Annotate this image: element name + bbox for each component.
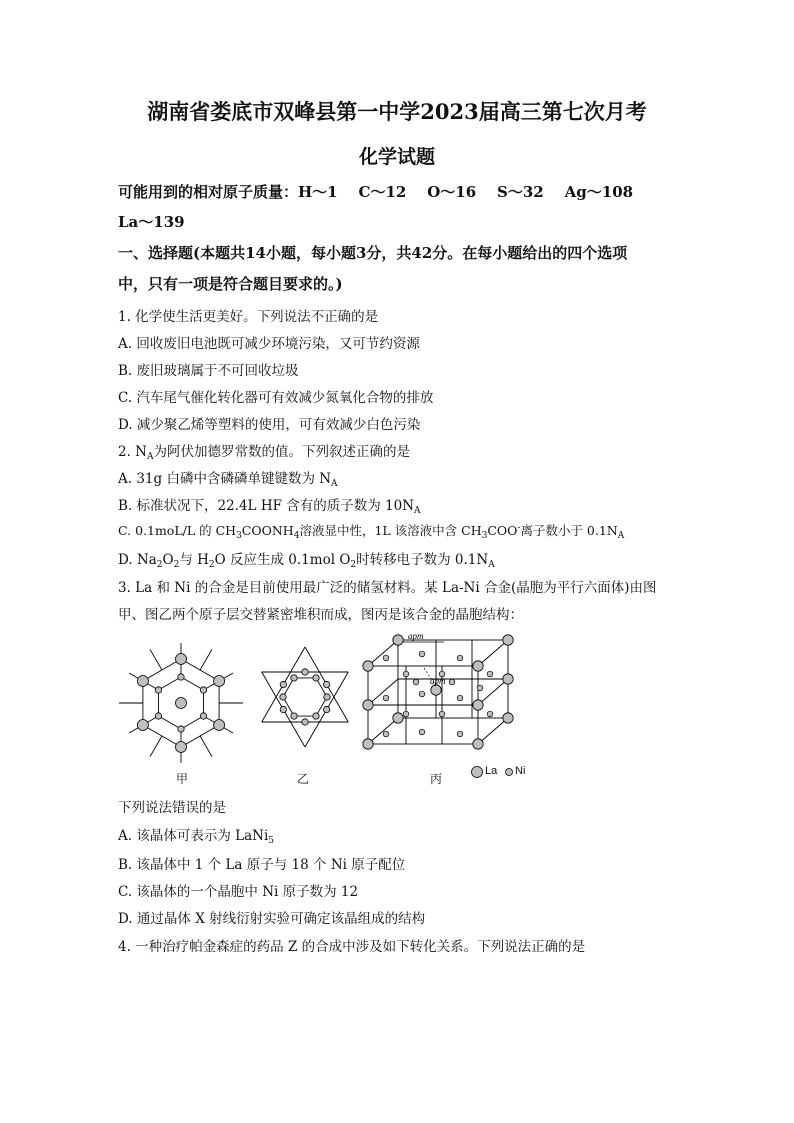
q1-option-c: C. 汽车尾气催化转化器可有效减少氮氧化合物的排放 <box>118 390 434 406</box>
page-title: 湖南省娄底市双峰县第一中学2023届高三第七次月考 <box>147 99 647 124</box>
legend-ni-label: Ni <box>515 765 526 777</box>
figure-jia <box>118 640 244 766</box>
q3-option-c: C. 该晶体的一个晶胞中 Ni 原子数为 12 <box>118 884 359 900</box>
atomic-masses-2: La～139 <box>118 213 185 231</box>
q3-question: 下列说法错误的是 <box>118 800 226 816</box>
q1-option-a: A. 回收废旧电池既可减少环境污染，又可节约资源 <box>118 336 420 352</box>
q3-option-a: A. 该晶体可表示为 LaNi$_5$ <box>118 828 275 846</box>
fig-label-jia: 甲 <box>176 772 189 786</box>
dim-label-2: apm <box>430 676 446 686</box>
figure-yi <box>255 640 355 755</box>
q2-stem: 2. $N_A$为阿伏加德罗常数的值。下列叙述正确的是 <box>118 444 410 462</box>
q3-option-b: B. 该晶体中 1 个 La 原子与 18 个 Ni 原子配位 <box>118 857 406 873</box>
figure-bing <box>360 628 520 773</box>
q1-option-d: D. 减少聚乙烯等塑料的使用，可有效减少白色污染 <box>118 417 421 433</box>
atomic-masses: 可能用到的相对原子质量：H～1 C～12 O～16 S～32 Ag～108 <box>118 183 634 201</box>
q3-option-d: D. 通过晶体 X 射线衍射实验可确定该晶组成的结构 <box>118 911 426 927</box>
legend-la-icon <box>470 765 486 779</box>
fig-label-yi: 乙 <box>297 772 310 786</box>
section-heading-2: 中，只有一项是符合题目要求的。) <box>118 275 343 293</box>
q4-stem: 4. 一种治疗帕金森症的药品 Z 的合成中涉及如下转化关系。下列说法正确的是 <box>118 939 586 955</box>
q1-stem: 1. 化学使生活更美好。下列说法不正确的是 <box>118 309 379 325</box>
section-heading-1: 一、选择题(本题共14小题，每小题3分，共42分。在每小题给出的四个选项 <box>118 244 628 262</box>
q2-option-d: D. $Na_2O_2$与 $H_2O$ 反应生成 0.1mol $O_2$时转移电子数为 $0.1N_A$ <box>118 552 495 570</box>
q3-stem-1: 3. La 和 Ni 的合金是目前使用最广泛的储氢材料。某 La-Ni 合金(晶胞为平行六面体)由图 <box>118 580 657 596</box>
q3-stem-2: 甲、图乙两个原子层交替紧密堆积而成，图丙是该合金的晶胞结构： <box>118 607 523 623</box>
fig-label-bing: 丙 <box>430 772 443 786</box>
legend-la-label: La <box>485 765 498 777</box>
q2-option-a: A. 31g 白磷中含磷磷单键键数为 $N_A$ <box>118 471 338 489</box>
q1-option-b: B. 废旧玻璃属于不可回收垃圾 <box>118 363 299 379</box>
q2-option-c: C. 0.1moL/L 的 $CH_3COONH_4$溶液显中性，1L 该溶液中含 $CH_3COO^-$离子数小于 $0.1N_A$ <box>118 522 625 541</box>
page-subtitle: 化学试题 <box>358 146 435 168</box>
dim-label-1: apm <box>408 631 424 641</box>
q2-option-b: B. 标准状况下，22.4L HF 含有的质子数为 $10N_A$ <box>118 498 421 516</box>
